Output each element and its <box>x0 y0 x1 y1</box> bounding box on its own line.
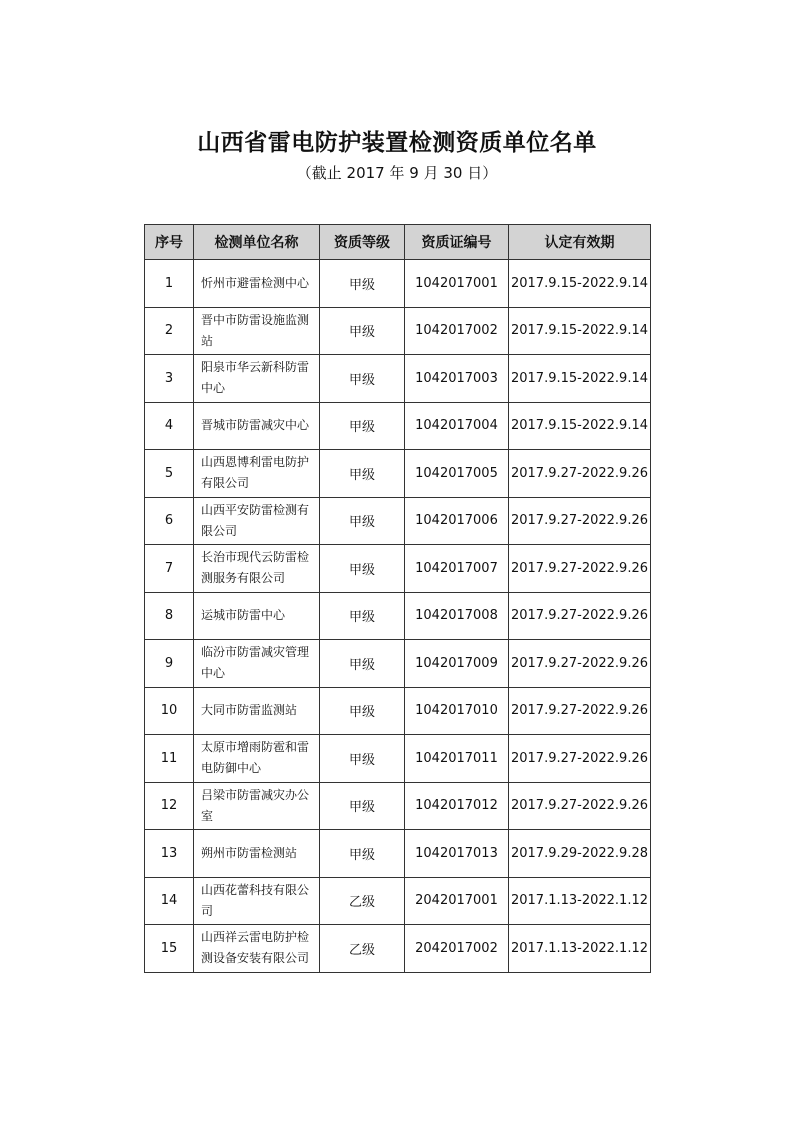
cell-no: 14 <box>145 877 194 925</box>
cell-grade: 甲级 <box>320 687 405 735</box>
table-row <box>145 877 651 925</box>
cell-cert-number: 2042017002 <box>405 925 509 973</box>
cell-validity: 2017.9.27-2022.9.26 <box>509 640 651 688</box>
cell-cert-number: 1042017007 <box>405 545 509 593</box>
document-subtitle: （截止 2017 年 9 月 30 日） <box>296 164 498 182</box>
table-row <box>145 450 651 498</box>
table-row <box>145 830 651 878</box>
table-header-row <box>145 225 651 260</box>
header-no: 序号 <box>145 225 194 260</box>
cell-unit-name: 晋中市防雷设施监测站 <box>194 307 320 355</box>
cell-validity: 2017.9.15-2022.9.14 <box>509 402 651 450</box>
cell-validity: 2017.9.29-2022.9.28 <box>509 830 651 878</box>
cell-grade: 甲级 <box>320 545 405 593</box>
cell-cert-number: 1042017003 <box>405 355 509 403</box>
cell-unit-name: 阳泉市华云新科防雷中心 <box>194 355 320 403</box>
cell-validity: 2017.9.27-2022.9.26 <box>509 735 651 783</box>
table-row <box>145 640 651 688</box>
cell-validity: 2017.9.15-2022.9.14 <box>509 260 651 308</box>
cell-cert-number: 2042017001 <box>405 877 509 925</box>
cell-cert-number: 1042017013 <box>405 830 509 878</box>
cell-validity: 2017.9.27-2022.9.26 <box>509 687 651 735</box>
cell-grade: 乙级 <box>320 925 405 973</box>
cell-unit-name: 山西祥云雷电防护检测设备安装有限公司 <box>194 925 320 973</box>
cell-cert-number: 1042017006 <box>405 497 509 545</box>
table-row <box>145 782 651 830</box>
cell-grade: 甲级 <box>320 450 405 498</box>
cell-cert-number: 1042017001 <box>405 260 509 308</box>
cell-validity: 2017.9.15-2022.9.14 <box>509 355 651 403</box>
cell-grade: 甲级 <box>320 640 405 688</box>
cell-unit-name: 太原市增雨防雹和雷电防御中心 <box>194 735 320 783</box>
cell-grade: 甲级 <box>320 735 405 783</box>
cell-no: 7 <box>145 545 194 593</box>
cell-cert-number: 1042017010 <box>405 687 509 735</box>
document-title: 山西省雷电防护装置检测资质单位名单 <box>197 130 597 156</box>
table-row <box>145 925 651 973</box>
cell-grade: 甲级 <box>320 592 405 640</box>
cell-validity: 2017.9.15-2022.9.14 <box>509 307 651 355</box>
cell-unit-name: 山西平安防雷检测有限公司 <box>194 497 320 545</box>
cell-no: 15 <box>145 925 194 973</box>
cell-unit-name: 忻州市避雷检测中心 <box>194 260 320 308</box>
cell-no: 6 <box>145 497 194 545</box>
header-unit-name: 检测单位名称 <box>194 225 320 260</box>
cell-validity: 2017.1.13-2022.1.12 <box>509 925 651 973</box>
table-row <box>145 497 651 545</box>
cell-no: 10 <box>145 687 194 735</box>
cell-no: 1 <box>145 260 194 308</box>
cell-grade: 甲级 <box>320 260 405 308</box>
table-row <box>145 307 651 355</box>
cell-validity: 2017.9.27-2022.9.26 <box>509 545 651 593</box>
cell-cert-number: 1042017012 <box>405 782 509 830</box>
table-row <box>145 592 651 640</box>
cell-grade: 乙级 <box>320 877 405 925</box>
cell-no: 13 <box>145 830 194 878</box>
cell-unit-name: 吕梁市防雷减灾办公室 <box>194 782 320 830</box>
table-row <box>145 545 651 593</box>
cell-no: 3 <box>145 355 194 403</box>
table-row <box>145 402 651 450</box>
cell-no: 9 <box>145 640 194 688</box>
cell-unit-name: 大同市防雷监测站 <box>194 687 320 735</box>
cell-no: 4 <box>145 402 194 450</box>
header-grade: 资质等级 <box>320 225 405 260</box>
cell-unit-name: 山西花蕾科技有限公司 <box>194 877 320 925</box>
cell-validity: 2017.9.27-2022.9.26 <box>509 497 651 545</box>
cell-no: 2 <box>145 307 194 355</box>
cell-grade: 甲级 <box>320 307 405 355</box>
cell-cert-number: 1042017002 <box>405 307 509 355</box>
cell-no: 8 <box>145 592 194 640</box>
header-validity: 认定有效期 <box>509 225 651 260</box>
cell-cert-number: 1042017011 <box>405 735 509 783</box>
cell-grade: 甲级 <box>320 355 405 403</box>
table-row <box>145 687 651 735</box>
cell-validity: 2017.9.27-2022.9.26 <box>509 450 651 498</box>
cell-cert-number: 1042017005 <box>405 450 509 498</box>
cell-unit-name: 临汾市防雷减灾管理中心 <box>194 640 320 688</box>
table-row <box>145 355 651 403</box>
cell-validity: 2017.9.27-2022.9.26 <box>509 782 651 830</box>
cell-no: 5 <box>145 450 194 498</box>
cell-unit-name: 山西恩博利雷电防护有限公司 <box>194 450 320 498</box>
table-row <box>145 260 651 308</box>
header-cert-number: 资质证编号 <box>405 225 509 260</box>
cell-cert-number: 1042017008 <box>405 592 509 640</box>
cell-unit-name: 长治市现代云防雷检测服务有限公司 <box>194 545 320 593</box>
cell-grade: 甲级 <box>320 782 405 830</box>
cell-validity: 2017.1.13-2022.1.12 <box>509 877 651 925</box>
cell-cert-number: 1042017009 <box>405 640 509 688</box>
qualification-table <box>144 224 651 973</box>
cell-no: 11 <box>145 735 194 783</box>
cell-cert-number: 1042017004 <box>405 402 509 450</box>
cell-grade: 甲级 <box>320 497 405 545</box>
cell-no: 12 <box>145 782 194 830</box>
cell-unit-name: 晋城市防雷减灾中心 <box>194 402 320 450</box>
cell-unit-name: 运城市防雷中心 <box>194 592 320 640</box>
cell-grade: 甲级 <box>320 830 405 878</box>
cell-validity: 2017.9.27-2022.9.26 <box>509 592 651 640</box>
cell-grade: 甲级 <box>320 402 405 450</box>
table-row <box>145 735 651 783</box>
cell-unit-name: 朔州市防雷检测站 <box>194 830 320 878</box>
